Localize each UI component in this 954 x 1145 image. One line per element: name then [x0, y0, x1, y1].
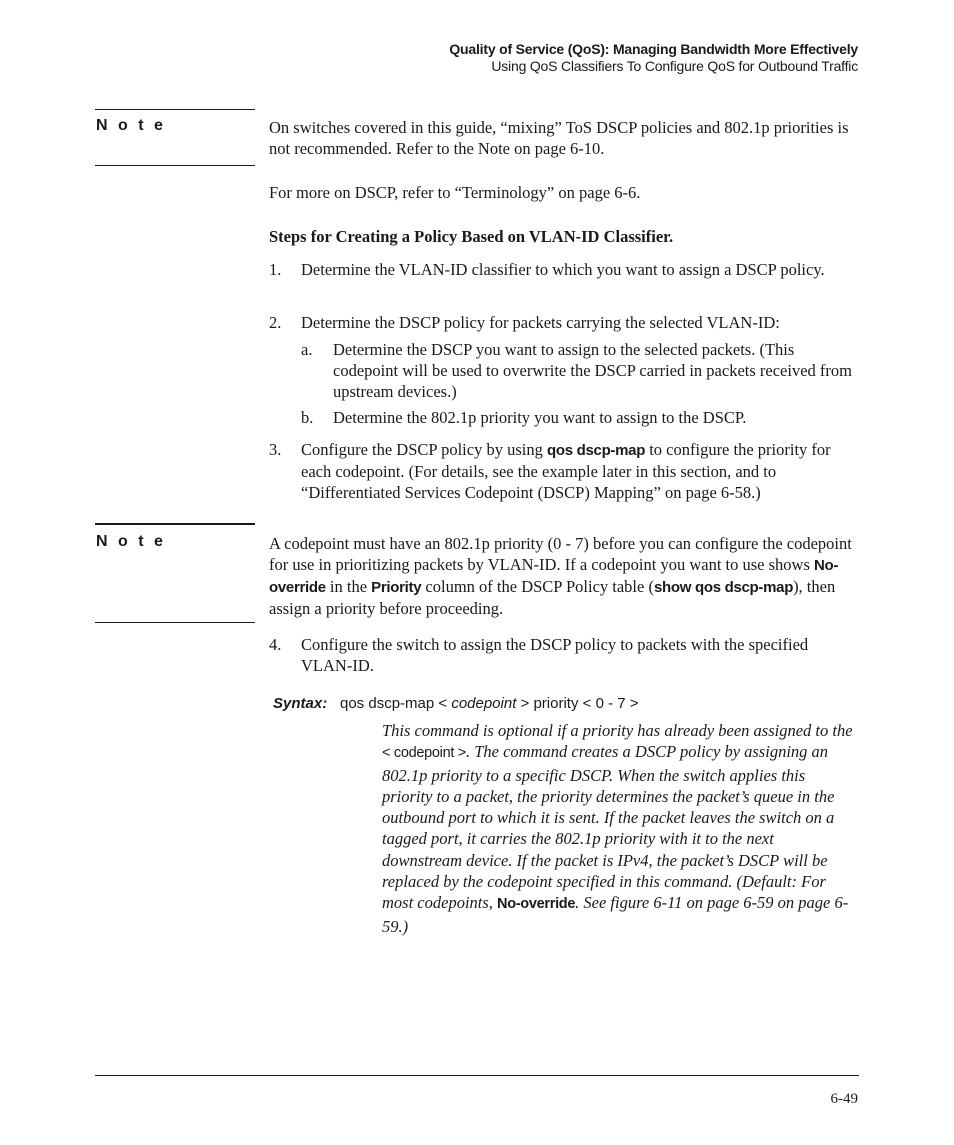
note2-text-part1: A codepoint must have an 802.1p priority (0 - 7) before you can configure the codepoint for use in prioritizing packets by VLAN-ID. If a codepoint you want to use shows [269, 534, 852, 574]
step-2b-letter: b. [301, 408, 314, 427]
note2-top-rule [95, 523, 255, 525]
dscp-reference: For more on DSCP, refer to “Terminology” on page 6-6. [269, 183, 641, 202]
step-3-text-pre: Configure the DSCP policy by using [301, 440, 547, 459]
step-4-number: 4. [269, 635, 282, 654]
note1-top-rule [95, 109, 255, 110]
note2-label: N o t e [96, 533, 166, 550]
note2-text-part4: ), then assign a priority before proceeding. [269, 577, 836, 618]
note2-bottom-rule [95, 622, 255, 623]
description-default-value: No-override [497, 896, 576, 913]
note1-label: N o t e [96, 117, 166, 134]
page-number: 6-49 [830, 1091, 858, 1107]
step-3-text-post: to configure the priority for each codepoint. (For details, see the example later in this section, and to “Differentiated Services Codepoint (DSCP) Mapping” on page 6-58.) [301, 440, 831, 502]
step-2-text: Determine the DSCP policy for packets carrying the selected VLAN-ID: [301, 313, 780, 332]
note1-bottom-rule [95, 165, 255, 166]
step-4-text: Configure the switch to assign the DSCP policy to packets with the specified VLAN-ID. [301, 635, 809, 675]
step-3-command: qos dscp-map [546, 442, 646, 459]
header-subtitle: Using QoS Classifiers To Configure QoS for Outbound Traffic [491, 58, 858, 74]
description-codepoint: < codepoint > [382, 745, 466, 762]
description-part3: . See figure 6-11 on page 6-59 on page 6-59.) [382, 893, 849, 936]
syntax-line [273, 693, 639, 714]
step-1-text: Determine the VLAN-ID classifier to which you want to assign a DSCP policy. [301, 260, 825, 279]
note2-no-override: No-override [269, 557, 839, 596]
step-2a-text: Determine the DSCP you want to assign to the selected packets. (This codepoint will be used to overwrite the DSCP carried in packets received from upstream devices.) [333, 340, 852, 401]
step-2b-text: Determine the 802.1p priority you want to assign to the DSCP. [333, 408, 747, 427]
note2-text-part2: in the [325, 577, 372, 596]
syntax-label: Syntax: [273, 695, 328, 712]
syntax-description [382, 720, 856, 937]
step-3-text [301, 439, 859, 503]
note2-show-command: show qos dscp-map [653, 579, 794, 596]
step-1-number: 1. [269, 260, 282, 279]
steps-heading: Steps for Creating a Policy Based on VLAN-ID Classifier. [269, 227, 674, 246]
syntax-command [340, 693, 639, 714]
note2-text [269, 533, 859, 619]
note2-text-part3: column of the DSCP Policy table ( [421, 577, 654, 596]
step-2a-letter: a. [301, 340, 313, 359]
note2-priority: Priority [371, 579, 422, 596]
footer-rule [95, 1075, 859, 1076]
header-title: Quality of Service (QoS): Managing Bandwidth More Effectively [449, 41, 858, 57]
note1-text: On switches covered in this guide, “mixing” ToS DSCP policies and 802.1p priorities is not recommended. Refer to the Note on page 6-10. [269, 118, 849, 158]
syntax-codepoint-var: codepoint [451, 695, 517, 712]
description-part2: . The command creates a DSCP policy by assigning an 802.1p priority to a specific DSCP. When the switch applies this priority to a packet, the priority determines the packet’s queue in the outbound port to which it is sent. If the packet leaves the switch on a tagged port, it carries the 802.1p priority with it to the next downstream device. If the packet is IPv4, the packet’s DSCP will be replaced by the codepoint specified in this command. (Default: For most codepoints, [382, 742, 835, 913]
syntax-command-pre: qos dscp-map < [340, 695, 452, 712]
step-2-number: 2. [269, 313, 282, 332]
step-3-number: 3. [269, 440, 282, 459]
description-part1: This command is optional if a priority has already been assigned to the [382, 721, 853, 740]
running-header [449, 41, 858, 75]
syntax-command-post: > priority < 0 - 7 > [516, 695, 639, 712]
